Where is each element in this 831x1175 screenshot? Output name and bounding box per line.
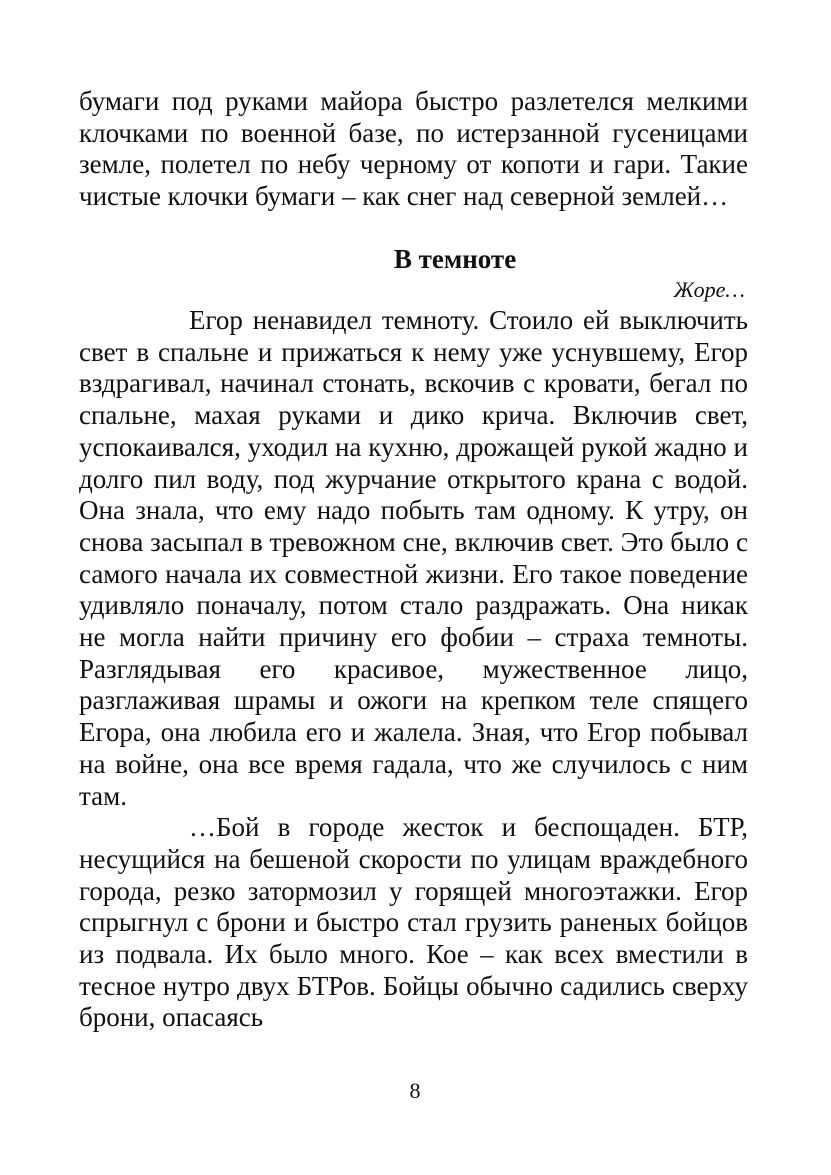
continued-paragraph-block <box>79 86 748 213</box>
chapter-title: В темноте <box>393 244 517 274</box>
page-number: 8 <box>409 1078 421 1103</box>
continued-paragraph: бумаги под руками майора быстро разлетелся мелкими клочками по военной базе, по истерзанной гусеницами земле, полетел по небу черному от копоти и гари. Такие чистые клочки бумаги – как снег над северной землей… <box>79 86 748 212</box>
body-paragraph: Егор ненавидел темноту. Стоило ей выключить свет в спальне и прижаться к нему уже уснувшему, Егор вздрагивал, начинал стонать, вскочив с кровати, бегал по спальне, махая руками и дико крича. Включив свет, успокаивался, уходил на кухню, дрожащей рукой жадно и долго пил воду, под журчание открытого крана с водой. Она знала, что ему надо побыть там одному. К утру, он снова засыпал в тревожном сне, включив свет. Это было с самого начала их совместной жизни. Его такое поведение удивляло поначалу, потом стало раздражать. Она никак не могла найти причину его фобии – страха темноты. Разглядывая его красивое, мужественное лицо, разглаживая шрамы и ожоги на крепком теле спящего Егора, она любила его и жалела. Зная, что Егор побывал на войне, она все время гадала, что же случилось с ним там. <box>79 305 748 811</box>
body-paragraph: …Бой в городе жесток и беспощаден. БТР, несущийся на бешеной скорости по улицам враждебного города, резко затормозил у горящей многоэтажки. Егор спрыгнул с брони и быстро стал грузить раненых бойцов из подвала. Их было много. Кое – как всех вместили в тесное нутро двух БТРов. Бойцы обычно садились сверху брони, опасаясь <box>79 812 748 1033</box>
chapter-body <box>79 305 748 1034</box>
epigraph: Жоре… <box>673 277 745 302</box>
